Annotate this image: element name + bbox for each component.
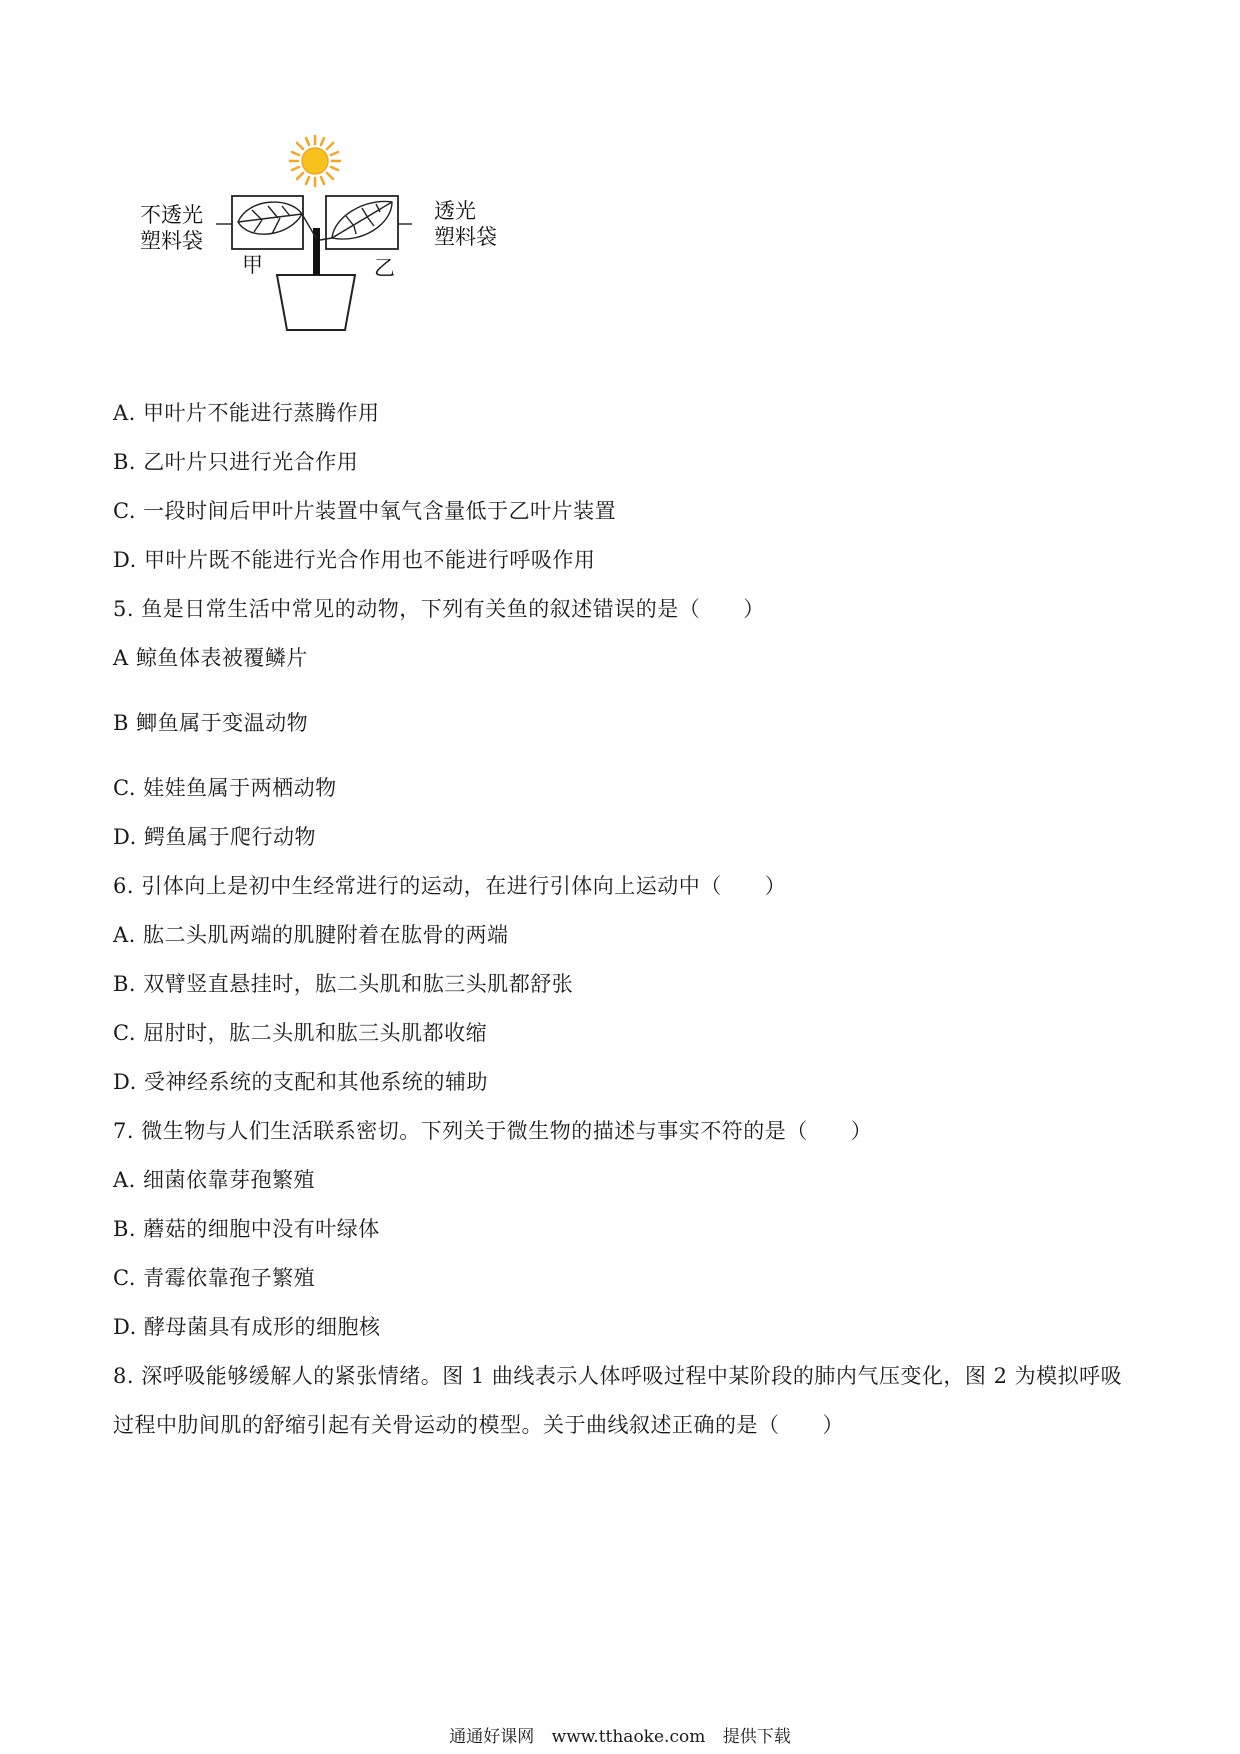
label-yi: 乙: [374, 256, 395, 280]
sun-icon: [290, 136, 340, 186]
option-4b: B. 乙叶片只进行光合作用: [113, 450, 359, 474]
question-6: 6. 引体向上是初中生经常进行的运动，在进行引体向上运动中（ ）: [113, 874, 787, 898]
question-7: 7. 微生物与人们生活联系密切。下列关于微生物的描述与事实不符的是（ ）: [113, 1119, 873, 1143]
option-6c: C. 屈肘时，肱二头肌和肱三头肌都收缩: [113, 1021, 488, 1045]
option-6a: A. 肱二头肌两端的肌腱附着在肱骨的两端: [113, 923, 509, 947]
opaque-bag: [232, 196, 303, 249]
option-7c: C. 青霉依靠孢子繁殖: [113, 1266, 316, 1290]
flower-pot: [277, 275, 355, 330]
option-4a: A. 甲叶片不能进行蒸腾作用: [113, 401, 380, 425]
footer-note: 提供下载: [722, 1727, 791, 1747]
question-8-line1: 8. 深呼吸能够缓解人的紧张情绪。图 1 曲线表示人体呼吸过程中某阶段的肺内气压变化，图 2 为模拟呼吸: [113, 1364, 1123, 1388]
option-4c: C. 一段时间后甲叶片装置中氧气含量低于乙叶片装置: [113, 499, 617, 523]
option-7d: D. 酵母菌具有成形的细胞核: [113, 1315, 381, 1339]
plant-experiment-figure: [130, 130, 530, 360]
option-6b: B. 双臂竖直悬挂时，肱二头肌和肱三头肌都舒张: [113, 972, 574, 996]
option-5b: B 鲫鱼属于变温动物: [113, 711, 309, 735]
question-5: 5. 鱼是日常生活中常见的动物，下列有关鱼的叙述错误的是（ ）: [113, 597, 765, 621]
label-jia: 甲: [242, 253, 263, 277]
option-6d: D. 受神经系统的支配和其他系统的辅助: [113, 1070, 488, 1094]
footer-site-name: 通通好课网: [449, 1727, 535, 1747]
label-opaque-line1: 不透光: [140, 203, 203, 227]
option-4d: D. 甲叶片既不能进行光合作用也不能进行呼吸作用: [113, 548, 596, 572]
option-7b: B. 蘑菇的细胞中没有叶绿体: [113, 1217, 380, 1241]
option-5d: D. 鳄鱼属于爬行动物: [113, 825, 316, 849]
option-5a: A 鲸鱼体表被覆鳞片: [113, 646, 308, 670]
label-transparent-line1: 透光: [434, 199, 476, 223]
option-5c: C. 娃娃鱼属于两栖动物: [113, 776, 337, 800]
footer-url[interactable]: www.tthaoke.com: [551, 1727, 706, 1747]
label-transparent-line2: 塑料袋: [434, 225, 497, 249]
option-7a: A. 细菌依靠芽孢繁殖: [113, 1168, 316, 1192]
question-8-line2: 过程中肋间肌的舒缩引起有关骨运动的模型。关于曲线叙述正确的是（ ）: [113, 1413, 844, 1437]
page-footer: [0, 1726, 1240, 1748]
transparent-bag: [326, 196, 398, 249]
label-opaque-line2: 塑料袋: [140, 229, 203, 253]
